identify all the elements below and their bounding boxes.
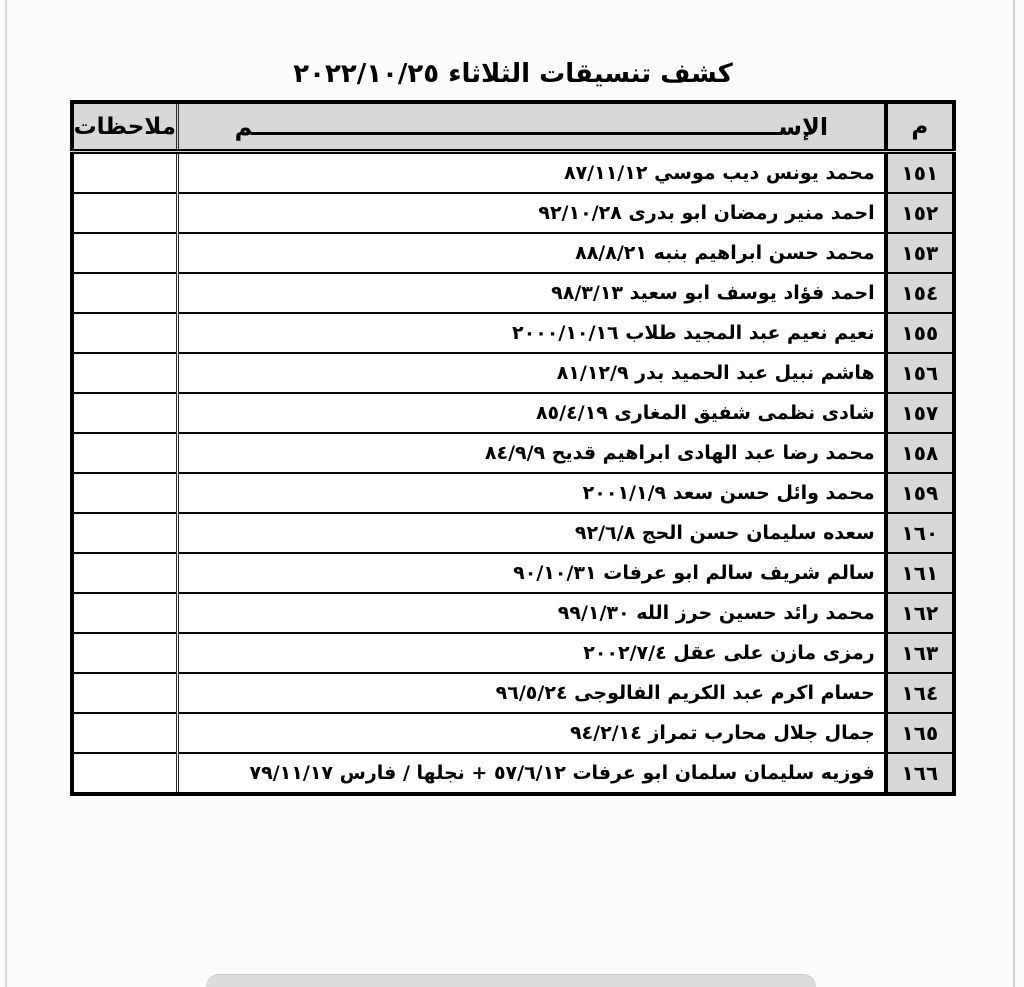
row-name-cell: محمد رائد حسين حرز الله ٩٩/١/٣٠: [178, 593, 886, 633]
header-serial-number: م: [886, 102, 954, 152]
row-notes-cell: [72, 353, 178, 393]
table-row: [72, 593, 954, 633]
table-row: [72, 553, 954, 593]
row-notes-cell: [72, 753, 178, 794]
row-notes-cell: [72, 593, 178, 633]
table-row: [72, 713, 954, 753]
row-name-cell: هاشم نبيل عبد الحميد بدر ٨١/١٢/٩: [178, 353, 886, 393]
row-notes-cell: [72, 713, 178, 753]
table-row: [72, 393, 954, 433]
row-serial-cell: ١٥٣: [886, 233, 954, 273]
header-name: الإســــــــــــــــــــــــــــــــــــــــــــــــــــــــــــــــم: [178, 102, 886, 152]
row-notes-cell: [72, 233, 178, 273]
row-notes-cell: [72, 433, 178, 473]
row-serial-cell: ١٦٣: [886, 633, 954, 673]
row-notes-cell: [72, 633, 178, 673]
row-serial-cell: ١٦٠: [886, 513, 954, 553]
bottom-sheet-handle[interactable]: [206, 974, 816, 987]
coordination-list-table: [70, 100, 956, 796]
row-serial-cell: ١٥٤: [886, 273, 954, 313]
row-name-cell: رمزى مازن على عقل ٢٠٠٢/٧/٤: [178, 633, 886, 673]
row-notes-cell: [72, 513, 178, 553]
row-name-cell: احمد فؤاد يوسف ابو سعيد ٩٨/٣/١٣: [178, 273, 886, 313]
row-name-cell: نعيم نعيم عبد المجيد طلاب ٢٠٠٠/١٠/١٦: [178, 313, 886, 353]
row-notes-cell: [72, 673, 178, 713]
table-row: [72, 273, 954, 313]
row-notes-cell: [72, 473, 178, 513]
table-row: [72, 633, 954, 673]
row-name-cell: محمد رضا عبد الهادى ابراهيم قديح ٨٤/٩/٩: [178, 433, 886, 473]
table-row: [72, 353, 954, 393]
table-row: [72, 673, 954, 713]
row-serial-cell: ١٦٢: [886, 593, 954, 633]
row-name-cell: سعده سليمان حسن الحج ٩٢/٦/٨: [178, 513, 886, 553]
row-name-cell: سالم شريف سالم ابو عرفات ٩٠/١٠/٣١: [178, 553, 886, 593]
scan-edge-left: [5, 0, 7, 987]
table-row: [72, 513, 954, 553]
row-serial-cell: ١٦٤: [886, 673, 954, 713]
row-serial-cell: ١٥٨: [886, 433, 954, 473]
row-notes-cell: [72, 313, 178, 353]
row-serial-cell: ١٥٦: [886, 353, 954, 393]
table-row: [72, 433, 954, 473]
row-name-cell: احمد منير رمضان ابو بدرى ٩٢/١٠/٢٨: [178, 193, 886, 233]
row-name-cell: شادى نظمى شفيق المغارى ٨٥/٤/١٩: [178, 393, 886, 433]
row-name-cell: فوزيه سليمان سلمان ابو عرفات ٥٧/٦/١٢ + نجلها / فارس ٧٩/١١/١٧: [178, 753, 886, 794]
row-serial-cell: ١٦١: [886, 553, 954, 593]
table-row: [72, 233, 954, 273]
row-serial-cell: ١٦٦: [886, 753, 954, 794]
page-title: كشف تنسيقات الثلاثاء ٢٠٢٢/١٠/٢٥: [293, 59, 733, 89]
row-name-cell: محمد حسن ابراهيم بنبه ٨٨/٨/٢١: [178, 233, 886, 273]
table-header-row: [72, 102, 954, 152]
row-notes-cell: [72, 553, 178, 593]
row-serial-cell: ١٥٩: [886, 473, 954, 513]
table-row: [72, 473, 954, 513]
row-name-cell: حسام اكرم عبد الكريم الفالوجى ٩٦/٥/٢٤: [178, 673, 886, 713]
row-serial-cell: ١٥٧: [886, 393, 954, 433]
row-serial-cell: ١٥٢: [886, 193, 954, 233]
row-notes-cell: [72, 273, 178, 313]
row-name-cell: جمال جلال محارب تمراز ٩٤/٢/١٤: [178, 713, 886, 753]
table-row: [72, 152, 954, 194]
row-name-cell: محمد يونس ديب موسي ٨٧/١١/١٢: [178, 152, 886, 194]
row-name-cell: محمد وائل حسن سعد ٢٠٠١/١/٩: [178, 473, 886, 513]
row-serial-cell: ١٥١: [886, 152, 954, 194]
row-serial-cell: ١٦٥: [886, 713, 954, 753]
table-row: [72, 753, 954, 794]
table-body: [72, 152, 954, 795]
table-row: [72, 193, 954, 233]
row-notes-cell: [72, 393, 178, 433]
row-notes-cell: [72, 152, 178, 194]
table-row: [72, 313, 954, 353]
scan-edge-right: [1013, 0, 1015, 987]
header-notes: ملاحظات: [72, 102, 178, 152]
row-serial-cell: ١٥٥: [886, 313, 954, 353]
row-notes-cell: [72, 193, 178, 233]
